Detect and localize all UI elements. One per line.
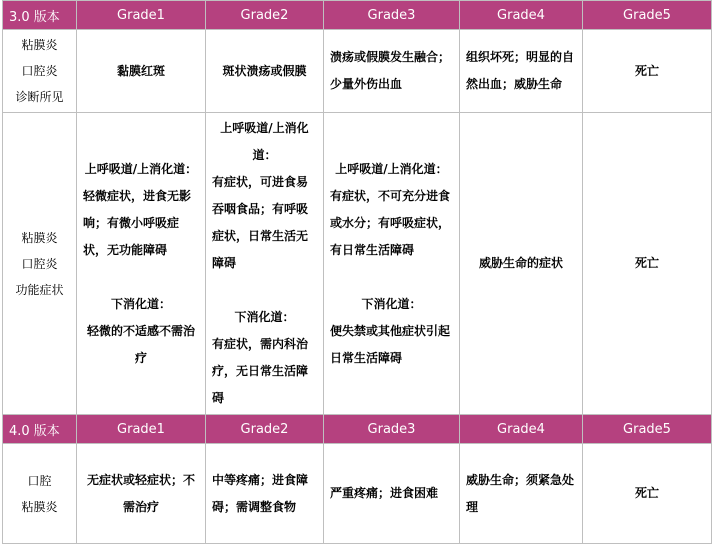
v4-label-line2: 粘膜炎 <box>21 499 58 514</box>
v3-func-label-line1: 粘膜炎 <box>21 230 58 245</box>
v3-grade1-header: Grade1 <box>77 1 206 30</box>
v3-diag-label-line3: 诊断所见 <box>15 90 64 104</box>
v3-header-row <box>3 1 712 30</box>
g2-lower-title: 下消化道： <box>234 310 295 324</box>
v4-grade1-header: Grade1 <box>77 415 206 444</box>
v3-diag-row <box>3 30 712 113</box>
g2-lower-text: 有症状，需内科治疗，无日常生活障碍 <box>212 337 309 405</box>
v4-grade1: 无症状或轻症状；不需治疗 <box>77 444 206 544</box>
g1-lower-text: 轻微的不适感不需治疗 <box>86 323 195 365</box>
g3-lower-text: 便失禁或其他症状引起日常生活障碍 <box>330 323 451 365</box>
v4-header-row <box>3 415 712 444</box>
v3-grade5-header: Grade5 <box>583 1 712 30</box>
v3-diag-grade2: 斑状溃疡或假膜 <box>206 30 324 113</box>
v3-diag-grade1: 黏膜红斑 <box>77 30 206 113</box>
v3-diag-grade5: 死亡 <box>583 30 712 113</box>
v3-func-grade3 <box>324 113 460 415</box>
g2-upper-text: 有症状，可进食易吞咽食品；有呼吸症状，日常生活无障碍 <box>212 175 309 270</box>
v4-grade2: 中等疼痛；进食障碍；需调整食物 <box>206 444 324 544</box>
grading-table <box>2 0 712 544</box>
v3-func-grade5: 死亡 <box>583 113 712 415</box>
v3-diag-label <box>3 30 77 113</box>
v4-label-line1: 口腔 <box>27 473 52 488</box>
v3-func-label-line3: 功能症状 <box>15 282 64 297</box>
v4-version-label: 4.0 版本 <box>3 415 77 444</box>
g3-lower-title: 下消化道： <box>361 296 422 311</box>
v4-grade2-header: Grade2 <box>206 415 324 444</box>
g2-upper-title: 上呼吸道/上消化道： <box>220 121 309 162</box>
v3-grade4-header: Grade4 <box>460 1 583 30</box>
v4-grade3-header: Grade3 <box>324 415 460 444</box>
v4-row <box>3 444 712 544</box>
v3-func-label <box>3 113 77 415</box>
v3-diag-grade4: 组织坏死；明显的自然出血；威胁生命 <box>460 30 583 113</box>
v3-diag-grade3: 溃疡或假膜发生融合；少量外伤出血 <box>324 30 460 113</box>
v3-func-grade1 <box>77 113 206 415</box>
v3-grade3-header: Grade3 <box>324 1 460 30</box>
v3-func-row <box>3 113 712 415</box>
v4-grade5: 死亡 <box>583 444 712 544</box>
v3-diag-label-line2: 口腔炎 <box>21 64 58 78</box>
v3-func-label-line2: 口腔炎 <box>21 256 58 271</box>
v4-grade3: 严重疼痛；进食困难 <box>324 444 460 544</box>
g3-upper-title: 上呼吸道/上消化道： <box>335 161 448 176</box>
g1-upper-title: 上呼吸道/上消化道： <box>84 161 198 176</box>
v3-func-grade4: 威胁生命的症状 <box>460 113 583 415</box>
g1-upper-text: 轻微症状，进食无影响；有微小呼吸症状，无功能障碍 <box>83 188 192 257</box>
v3-grade2-header: Grade2 <box>206 1 324 30</box>
v3-func-grade2 <box>206 113 324 415</box>
v4-grade5-header: Grade5 <box>583 415 712 444</box>
v4-label <box>3 444 77 544</box>
v4-grade4: 威胁生命；须紧急处理 <box>460 444 583 544</box>
v3-version-label: 3.0 版本 <box>3 1 77 30</box>
g3-upper-text: 有症状，不可充分进食或水分；有呼吸症状，有日常生活障碍 <box>330 188 451 257</box>
v3-diag-label-line1: 粘膜炎 <box>21 38 58 52</box>
v4-grade4-header: Grade4 <box>460 415 583 444</box>
g1-lower-title: 下消化道： <box>110 296 171 311</box>
